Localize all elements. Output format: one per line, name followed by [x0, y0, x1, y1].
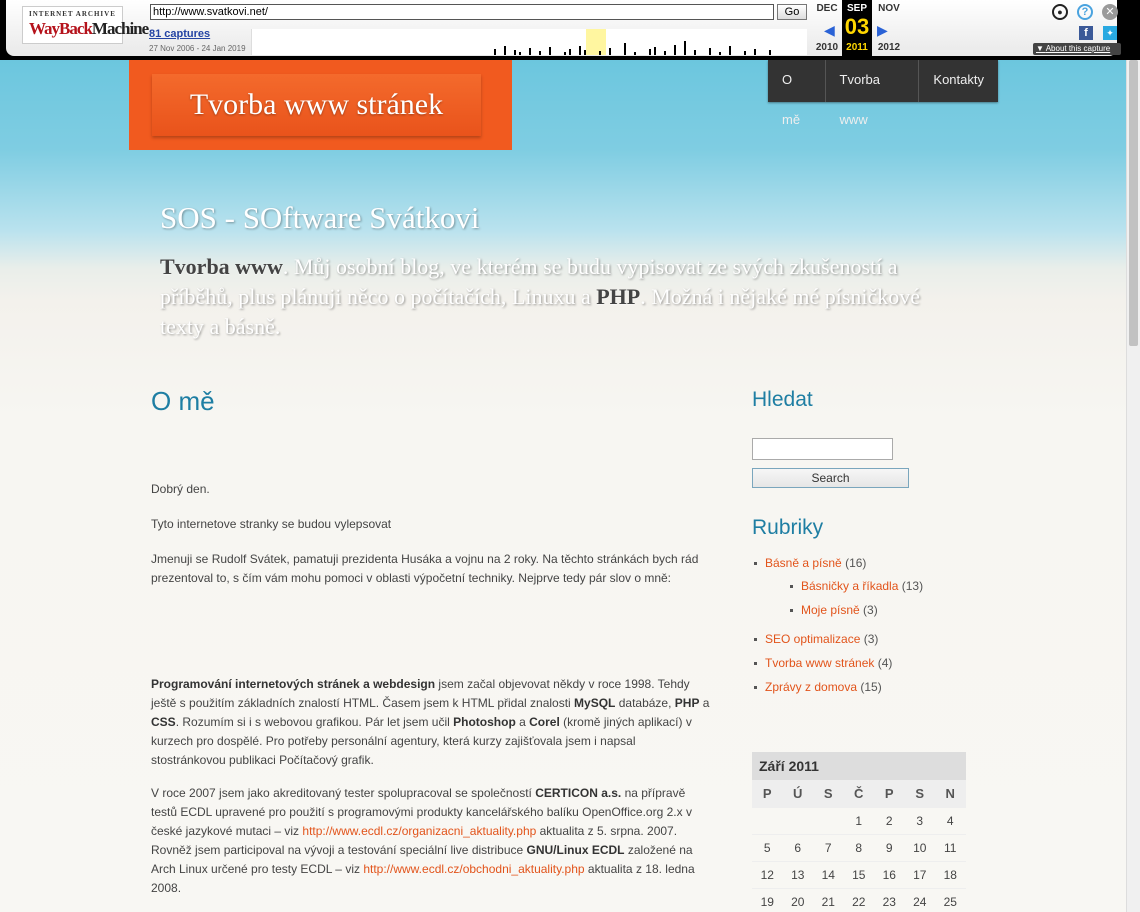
calendar-day: 11	[944, 841, 957, 855]
paragraph-ecdl: V roce 2007 jsem jako akreditovaný tester spolupracoval se společností CERTICON a.s. na přípravě testů ECDL upravené pro použití s programovými produkty kancelářského balíku OpenOffice.org 2.x v české jazykové mutaci – viz http://www.ecdl.cz/organizacni_aktuality.php aktualita z 5. srpna. 2007. Rovněž jsem participoval na vývoji a testování speciální live distribuce GNU/Linux ECDL založené na Arch Linux určené pro testy ECDL – viz http://www.ecdl.cz/obchodni_aktuality.php aktualita z 18. ledna 2008.	[151, 786, 695, 895]
sparkline-bar	[754, 49, 756, 55]
sparkline-bar	[579, 46, 581, 55]
search-input[interactable]	[752, 438, 893, 460]
calendar-weekday: S	[915, 786, 925, 801]
calendar-day: 15	[852, 868, 866, 882]
scrollbar-thumb[interactable]	[1129, 60, 1138, 346]
prev-capture-arrow-icon[interactable]: ◀	[824, 22, 835, 38]
next-capture-arrow-icon[interactable]: ▶	[877, 22, 888, 38]
calendar-day: 22	[852, 895, 866, 909]
calendar-day: 24	[913, 895, 927, 909]
calendar-day: 4	[946, 814, 954, 828]
sparkline-bar	[564, 52, 566, 55]
wayback-sparkline[interactable]	[251, 29, 807, 55]
about-capture-link[interactable]: ▼ About this capture	[1033, 43, 1121, 55]
calendar-day: 23	[882, 895, 896, 909]
wayback-toolbar-panel: INTERNET ARCHIVE WayBackMachine http://www.svatkovi.net/ Go 81 captures 27 Nov 2006 - 24 Jan 2019 DEC 2010 ◀ SEP 03 2011 ▶ NOV 2012 ● ? ✕ f ✦ ▼ About this capture	[6, 0, 1117, 56]
calendar-week-row	[752, 862, 966, 889]
site-title[interactable]: SOS - SOftware Svátkovi	[160, 200, 480, 235]
calendar-day: 16	[882, 868, 896, 882]
sparkline-bar	[744, 51, 746, 55]
category-link[interactable]: SEO optimalizace	[765, 632, 861, 646]
calendar-day: 17	[913, 868, 927, 882]
bullet-icon	[790, 609, 793, 612]
calendar-day: 2	[885, 814, 893, 828]
bullet-icon	[754, 686, 757, 689]
wayback-current-month: SEP 03 2011	[842, 0, 872, 56]
ecdl-obchodni-link[interactable]: http://www.ecdl.cz/obchodni_aktuality.php	[363, 862, 585, 876]
search-button[interactable]: Search	[752, 468, 909, 488]
calendar-day: 9	[885, 841, 893, 855]
calendar-day: 1	[855, 814, 863, 828]
category-link[interactable]: Moje písně	[801, 603, 860, 617]
wayback-capture-range: 27 Nov 2006 - 24 Jan 2019	[149, 44, 246, 53]
calendar-day: 8	[855, 841, 863, 855]
sparkline-bar	[609, 48, 611, 55]
category-item: SEO optimalizace (3)	[754, 632, 878, 646]
sparkline-bar	[694, 50, 696, 55]
ecdl-organizacni-link[interactable]: http://www.ecdl.cz/organizacni_aktuality.php	[302, 824, 537, 838]
sparkline-bar	[584, 50, 586, 55]
wayback-captures-link[interactable]: 81 captures	[149, 28, 211, 40]
sparkline-bar	[549, 47, 551, 55]
calendar-day: 7	[824, 841, 832, 855]
calendar-widget	[752, 752, 966, 912]
category-item: Moje písně (3)	[790, 603, 878, 617]
calendar-day: 6	[794, 841, 802, 855]
wayback-logo-top: INTERNET ARCHIVE	[29, 10, 116, 18]
category-item: Básně a písně (16)	[754, 556, 866, 570]
calendar-weekday: P	[762, 786, 772, 801]
page-title: O mě	[151, 386, 215, 416]
sparkline-bar	[769, 50, 771, 55]
sparkline-bar	[539, 51, 541, 55]
sparkline-bar	[729, 46, 731, 55]
nav-item-kontakty[interactable]: Kontakty	[933, 72, 984, 87]
calendar-day: 14	[821, 868, 835, 882]
nav-item-o-me[interactable]: O mě	[768, 60, 826, 102]
calendar-day	[752, 808, 783, 834]
wayback-toolbar	[0, 0, 1140, 60]
bullet-icon	[754, 638, 757, 641]
calendar-day	[783, 808, 814, 834]
calendar-weekday: P	[884, 786, 894, 801]
site-logo-text: Tvorba www stránek	[189, 88, 444, 121]
calendar-day: 25	[943, 895, 957, 909]
sparkline-bar	[599, 51, 601, 55]
calendar-weekday: N	[945, 786, 955, 801]
category-item: Zprávy z domova (15)	[754, 680, 882, 694]
category-item: Tvorba www stránek (4)	[754, 656, 892, 670]
sparkline-bar	[649, 49, 651, 55]
calendar-week-row	[752, 889, 966, 912]
sparkline-bar	[709, 48, 711, 55]
facebook-icon[interactable]: f	[1079, 26, 1093, 40]
search-widget-title: Hledat	[752, 388, 813, 411]
sparkline-bar	[504, 46, 506, 55]
calendar-day: 10	[913, 841, 927, 855]
calendar-week-row	[752, 808, 966, 835]
main-nav	[768, 60, 998, 127]
sparkline-bar	[624, 43, 626, 55]
calendar-day: 20	[791, 895, 805, 909]
sparkline-bar	[519, 52, 521, 55]
nav-item-tvorba-www[interactable]: Tvorba www	[826, 60, 920, 102]
sparkline-bar	[529, 48, 531, 55]
paragraph-greeting: Dobrý den.	[151, 482, 210, 496]
page-scrollbar[interactable]	[1126, 60, 1140, 912]
calendar-day: 3	[916, 814, 924, 828]
categories-widget-title: Rubriky	[752, 516, 824, 539]
sparkline-bar	[634, 52, 636, 55]
category-item: Básničky a říkadla (13)	[790, 579, 923, 593]
site-logo-inner	[152, 74, 481, 136]
calendar-day	[813, 808, 844, 834]
category-link[interactable]: Zprávy z domova	[765, 680, 858, 694]
calendar-day: 5	[763, 841, 771, 855]
sparkline-bar	[569, 49, 571, 55]
bullet-icon	[790, 585, 793, 588]
bullet-icon	[754, 562, 757, 565]
close-icon[interactable]: ✕	[1102, 4, 1118, 20]
calendar-weekday-header	[752, 780, 966, 808]
sparkline-current-highlight	[586, 29, 606, 55]
category-link[interactable]: Básně a písně	[765, 556, 842, 570]
calendar-weekday: Ú	[793, 786, 803, 801]
sparkline-bar	[514, 50, 516, 55]
site-description: Tvorba www. Můj osobní blog, ve kterém se budu vypisovat ze svých zkušeností a příběhů, plus plánuji něco o počítačích, Linuxu a PHP. Možná i nějaké mé písničkové texty a básně.	[160, 254, 921, 339]
wayback-go-button[interactable]: Go	[777, 4, 807, 20]
calendar-day: 13	[791, 868, 805, 882]
calendar-caption: Září 2011	[752, 752, 966, 780]
sparkline-bar	[674, 45, 676, 55]
calendar-week-row	[752, 835, 966, 862]
calendar-day: 12	[760, 868, 774, 882]
paragraph-programming: Programování internetových stránek a webdesign jsem začal objevovat někdy v roce 1998. Tehdy ještě s použitím základních znalostí HTML. Časem jsem k HTML přidal znalosti MySQL databáze, PHP a CSS. Rozumím si i s webovou grafikou. Pár let jsem učil Photoshop a Corel (kromě jiných aplikací) v kurzech pro dospělé. Pro potřeby personální agentury, která kurzy zajišťovala jsem i napsal stostránkovou publikaci Počítačový grafik.	[151, 677, 710, 767]
help-icon[interactable]: ?	[1077, 4, 1093, 20]
bullet-icon	[754, 662, 757, 665]
calendar-weekday: Č	[854, 786, 864, 801]
site-logo-box[interactable]	[129, 60, 512, 150]
sparkline-bar	[719, 52, 721, 55]
wayback-logo[interactable]	[22, 6, 149, 44]
category-link[interactable]: Tvorba www stránek	[765, 656, 875, 670]
sparkline-bar	[664, 51, 666, 55]
user-icon[interactable]: ●	[1052, 4, 1068, 20]
calendar-weekday: S	[823, 786, 833, 801]
calendar-day: 19	[760, 895, 774, 909]
wayback-url-input[interactable]: http://www.svatkovi.net/	[150, 4, 774, 20]
category-link[interactable]: Básničky a říkadla	[801, 579, 899, 593]
calendar-day: 18	[943, 868, 957, 882]
twitter-icon[interactable]: ✦	[1103, 26, 1117, 40]
wayback-logo-main: WayBackMachine	[29, 19, 149, 38]
sparkline-bar	[494, 49, 496, 55]
calendar-day: 21	[821, 895, 835, 909]
sparkline-bar	[654, 47, 656, 55]
paragraph-intro: Jmenuji se Rudolf Svátek, pamatuji prezidenta Husáka a vojnu na 2 roky. Na těchto stránkách bych rád prezentoval to, s čím vám mohu pomoci v oblasti výpočetní techniky. Nejprve tedy pár slov o mně:	[151, 552, 699, 585]
sparkline-bar	[684, 41, 686, 55]
paragraph-improve: Tyto internetove stranky se budou vylepsovat	[151, 517, 392, 531]
